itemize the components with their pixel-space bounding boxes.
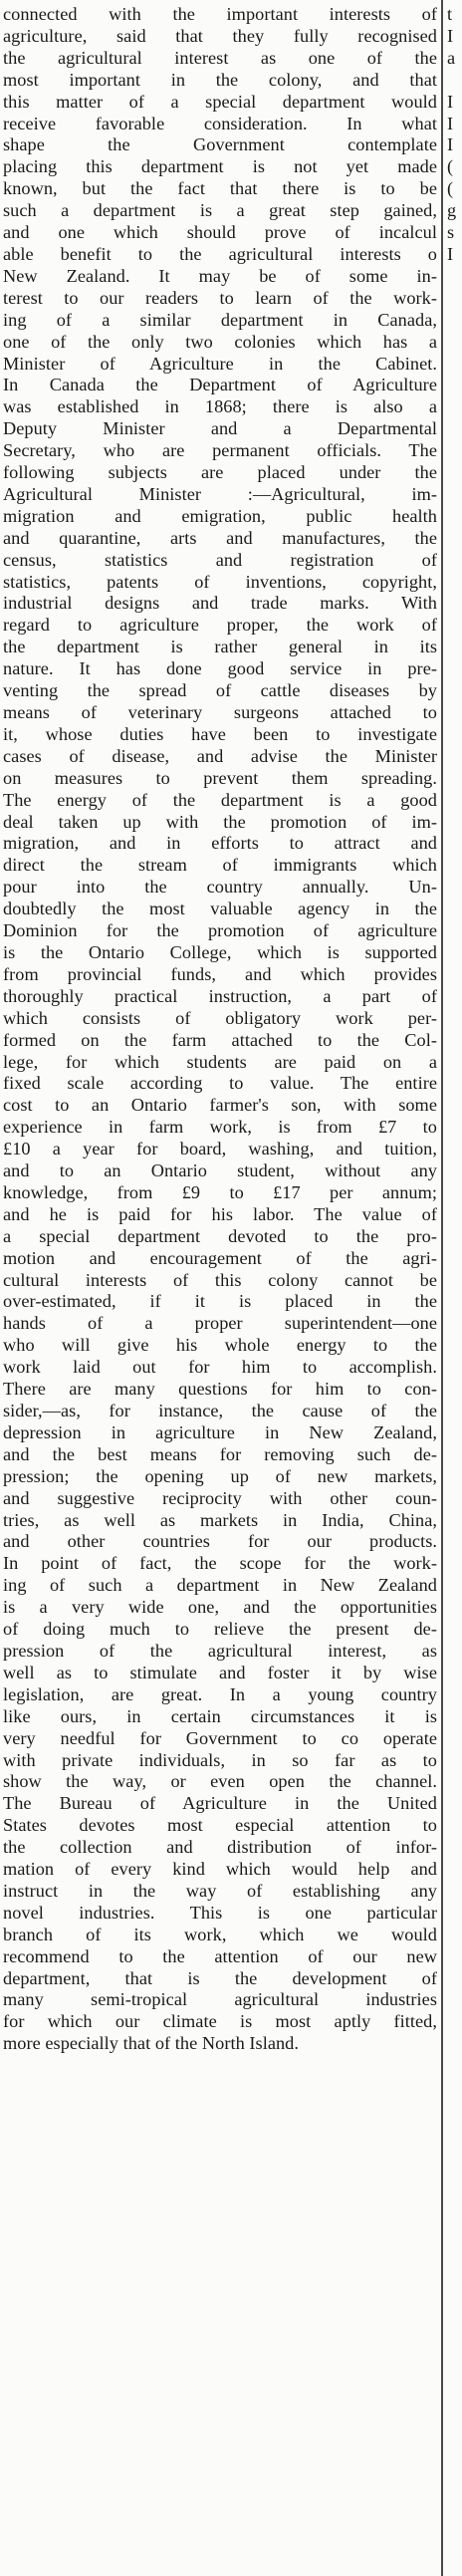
article-line: terest to our readers to learn of the work- bbox=[3, 287, 437, 308]
article-line: States devotes most especial attention to bbox=[3, 1815, 437, 1836]
article-line: motion and encouragement of the agri- bbox=[3, 1247, 437, 1268]
article-line: pression; the opening up of new markets, bbox=[3, 1465, 437, 1486]
article-line: cases of disease, and advise the Minister bbox=[3, 745, 437, 766]
article-line: was established in 1868; there is also a bbox=[3, 396, 437, 417]
article-line: lege, for which students are paid on a bbox=[3, 1051, 437, 1072]
adjacent-column-fragment: I bbox=[447, 113, 454, 133]
article-line: and the best means for removing such de- bbox=[3, 1443, 437, 1464]
article-line: for which our climate is most aptly fitted, bbox=[3, 2011, 437, 2032]
article-line: work laid out for him to accomplish. bbox=[3, 1357, 437, 1378]
column-rule bbox=[441, 0, 443, 2576]
article-line: shape the Government contemplate bbox=[3, 134, 437, 155]
article-line: depression in agriculture in New Zealand, bbox=[3, 1421, 437, 1442]
article-line: migration and emigration, public health bbox=[3, 505, 437, 526]
article-line: more especially that of the North Island. bbox=[3, 2033, 299, 2054]
article-line: novel industries. This is one particular bbox=[3, 1902, 437, 1923]
article-line: hands of a proper superintendent—one bbox=[3, 1313, 437, 1334]
article-line: Agricultural Minister :—Agricultural, im- bbox=[3, 483, 437, 504]
article-line: ing of such a department in New Zealand bbox=[3, 1575, 437, 1596]
article-line: instruct in the way of establishing any bbox=[3, 1880, 437, 1901]
article-line: pression of the agricultural interest, as bbox=[3, 1640, 437, 1661]
adjacent-column-fragment: ( bbox=[447, 178, 454, 199]
article-line: is a very wide one, and the opportunities bbox=[3, 1597, 437, 1618]
article-line: of doing much to relieve the present de- bbox=[3, 1619, 437, 1640]
article-line: cultural interests of this colony cannot be bbox=[3, 1269, 437, 1290]
article-line: census, statistics and registration of bbox=[3, 549, 437, 570]
article-line: Secretary, who are permanent officials. The bbox=[3, 440, 437, 461]
adjacent-column-fragment: g bbox=[447, 200, 457, 221]
article-line: department, that is the development of bbox=[3, 1967, 437, 1988]
article-line: migration, and in efforts to attract and bbox=[3, 833, 437, 854]
article-line: on measures to prevent them spreading. bbox=[3, 767, 437, 788]
article-line: like ours, in certain circumstances it is bbox=[3, 1705, 437, 1726]
article-line: statistics, patents of inventions, copyright, bbox=[3, 571, 437, 592]
article-line: legislation, are great. In a young country bbox=[3, 1683, 437, 1704]
article-line: £10 a year for board, washing, and tuition, bbox=[3, 1139, 437, 1159]
article-line: Dominion for the promotion of agriculture bbox=[3, 920, 437, 941]
article-line: following subjects are placed under the bbox=[3, 462, 437, 483]
adjacent-column-fragment: I bbox=[447, 243, 454, 264]
article-line: direct the stream of immigrants which bbox=[3, 855, 437, 876]
adjacent-column-fragment: s bbox=[447, 222, 455, 243]
article-line: agriculture, said that they fully recognised bbox=[3, 25, 437, 46]
article-line: New Zealand. It may be of some in- bbox=[3, 265, 437, 286]
article-line: receive favorable consideration. In what bbox=[3, 113, 437, 133]
article-line: from provincial funds, and which provides bbox=[3, 963, 437, 984]
article-line: known, but the fact that there is to be bbox=[3, 178, 437, 199]
article-line: which consists of obligatory work per- bbox=[3, 1007, 437, 1028]
article-line: Deputy Minister and a Departmental bbox=[3, 418, 437, 439]
article-line: the department is rather general in its bbox=[3, 637, 437, 657]
adjacent-column-fragment: I bbox=[447, 134, 454, 155]
article-line: the collection and distribution of infor- bbox=[3, 1837, 437, 1858]
article-line: recommend to the attention of our new bbox=[3, 1945, 437, 1966]
adjacent-column-fragment: ( bbox=[447, 156, 454, 177]
article-line: The Bureau of Agriculture in the United bbox=[3, 1793, 437, 1814]
article-line: with private individuals, in so far as to bbox=[3, 1749, 437, 1770]
article-line: one of the only two colonies which has a bbox=[3, 331, 437, 352]
article-line: knowledge, from £9 to £17 per annum; bbox=[3, 1181, 437, 1202]
article-line: There are many questions for him to con- bbox=[3, 1379, 437, 1400]
article-line: and suggestive reciprocity with other coun- bbox=[3, 1487, 437, 1508]
article-line: who will give his whole energy to the bbox=[3, 1335, 437, 1356]
adjacent-column-fragment bbox=[447, 70, 462, 92]
article-line: mation of every kind which would help and bbox=[3, 1859, 437, 1880]
article-line: it, whose duties have been to investigate bbox=[3, 723, 437, 744]
adjacent-column-fragment: I bbox=[447, 91, 454, 112]
article-line: deal taken up with the promotion of im- bbox=[3, 811, 437, 832]
article-line: well as to stimulate and foster it by wise bbox=[3, 1662, 437, 1682]
article-column bbox=[3, 4, 437, 2572]
article-line: and to an Ontario student, without any bbox=[3, 1160, 437, 1181]
article-line: means of veterinary surgeons attached to bbox=[3, 702, 437, 722]
article-line: industrial designs and trade marks. With bbox=[3, 593, 437, 614]
adjacent-column-fragment: I bbox=[447, 25, 454, 46]
article-line: most important in the colony, and that bbox=[3, 69, 437, 90]
article-line: the agricultural interest as one of the bbox=[3, 47, 437, 68]
article-line: cost to an Ontario farmer's son, with some bbox=[3, 1095, 437, 1116]
article-line: and he is paid for his labor. The value of bbox=[3, 1203, 437, 1224]
article-line: regard to agriculture proper, the work of bbox=[3, 615, 437, 636]
article-line: branch of its work, which we would bbox=[3, 1924, 437, 1944]
article-line: and one which should prove of incalcul bbox=[3, 222, 437, 243]
article-line: The energy of the department is a good bbox=[3, 789, 437, 810]
article-line: experience in farm work, is from £7 to bbox=[3, 1117, 437, 1138]
article-line: thoroughly practical instruction, a part of bbox=[3, 985, 437, 1006]
article-line: Minister of Agriculture in the Cabinet. bbox=[3, 353, 437, 374]
article-line: show the way, or even open the channel. bbox=[3, 1771, 437, 1792]
article-line: is the Ontario College, which is supported bbox=[3, 941, 437, 962]
article-line: formed on the farm attached to the Col- bbox=[3, 1029, 437, 1050]
article-line: ing of a similar department in Canada, bbox=[3, 309, 437, 330]
article-line: connected with the important interests of bbox=[3, 4, 437, 24]
article-line: nature. It has done good service in pre- bbox=[3, 658, 437, 679]
article-line: very needful for Government to co operate bbox=[3, 1727, 437, 1748]
article-line: In Canada the Department of Agriculture bbox=[3, 375, 437, 395]
article-line: this matter of a special department would bbox=[3, 91, 437, 112]
article-line: fixed scale according to value. The entire bbox=[3, 1073, 437, 1094]
article-line: able benefit to the agricultural interests o bbox=[3, 243, 437, 264]
article-line: tries, as well as markets in India, China, bbox=[3, 1509, 437, 1530]
article-line: doubtedly the most valuable agency in the bbox=[3, 899, 437, 919]
article-line: placing this department is not yet made bbox=[3, 156, 437, 177]
article-line: In point of fact, the scope for the work- bbox=[3, 1553, 437, 1574]
article-line: a special department devoted to the pro- bbox=[3, 1225, 437, 1246]
article-line: over-estimated, if it is placed in the bbox=[3, 1291, 437, 1312]
article-line: sider,—as, for instance, the cause of the bbox=[3, 1401, 437, 1420]
article-line: many semi-tropical agricultural industries bbox=[3, 1989, 437, 2010]
article-line: and quarantine, arts and manufactures, the bbox=[3, 527, 437, 548]
article-line: such a department is a great step gained, bbox=[3, 200, 437, 221]
article-line: and other countries for our products. bbox=[3, 1531, 437, 1552]
adjacent-column-fragment: t bbox=[447, 4, 453, 24]
adjacent-column-fragments bbox=[447, 4, 462, 266]
adjacent-column-fragment: a bbox=[447, 47, 456, 68]
article-line: venting the spread of cattle diseases by bbox=[3, 680, 437, 701]
article-line: pour into the country annually. Un- bbox=[3, 877, 437, 898]
